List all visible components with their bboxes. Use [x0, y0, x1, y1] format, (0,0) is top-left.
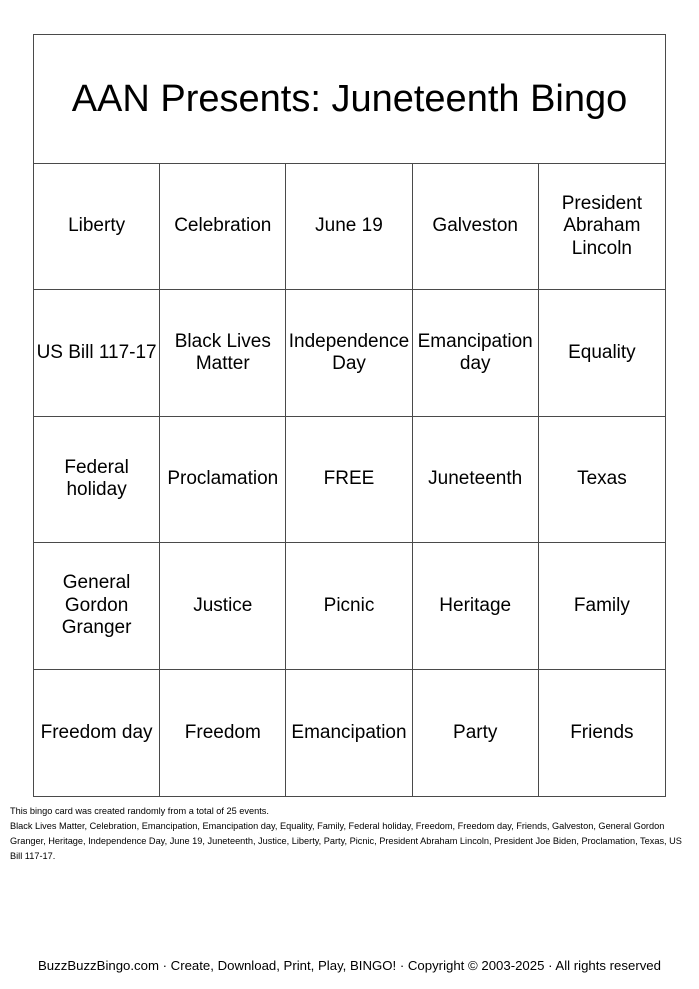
bingo-cell: Federal holiday — [34, 417, 160, 543]
bingo-cell: Celebration — [160, 164, 286, 290]
bingo-cell: Galveston — [413, 164, 539, 290]
bingo-cell: Emancipation day — [413, 290, 539, 416]
bingo-cell: President Abraham Lincoln — [539, 164, 665, 290]
bingo-cell: June 19 — [286, 164, 412, 290]
bingo-cell: Proclamation — [160, 417, 286, 543]
bingo-cell: Equality — [539, 290, 665, 416]
bingo-cell: Independence Day — [286, 290, 412, 416]
bingo-card — [33, 34, 666, 797]
card-title: AAN Presents: Juneteenth Bingo — [71, 77, 628, 120]
bingo-cell: Family — [539, 543, 665, 669]
bingo-cell: Black Lives Matter — [160, 290, 286, 416]
bingo-cell: Emancipation — [286, 670, 412, 796]
bingo-cell: Freedom day — [34, 670, 160, 796]
notes-events-list: Black Lives Matter, Celebration, Emancipation, Emancipation day, Equality, Family, Federal holiday, Freedom, Freedom day, Friends, Galveston, General Gordon Granger, Heritage, Independence Day, June 19, Juneteenth, Justice, Liberty, Party, Picnic, President Abraham Lincoln, President Joe Biden, Proclamation, Texas, US Bill 117-17. — [10, 821, 682, 861]
bingo-grid — [34, 164, 665, 796]
site-footer-line: BuzzBuzzBingo.com · Create, Download, Print, Play, BINGO! · Copyright © 2003-2025 · All rights reserved — [38, 958, 661, 973]
bingo-cell: Justice — [160, 543, 286, 669]
card-title-box — [34, 35, 665, 164]
bingo-cell: Friends — [570, 721, 634, 743]
bingo-cell: General Gordon Granger — [34, 543, 160, 669]
bingo-cell-free-space: FREE — [286, 417, 412, 543]
bingo-cell: Liberty — [34, 164, 160, 290]
bingo-cell: Party — [413, 670, 539, 796]
bingo-cell: US Bill 117-17 — [34, 290, 160, 416]
card-notes — [10, 804, 695, 864]
bingo-cell: Texas — [539, 417, 665, 543]
bingo-cell: Heritage — [413, 543, 539, 669]
bingo-cell: Freedom — [160, 670, 286, 796]
notes-summary: This bingo card was created randomly from a total of 25 events. — [10, 806, 269, 816]
bingo-cell: Juneteenth — [413, 417, 539, 543]
bingo-cell: Picnic — [286, 543, 412, 669]
